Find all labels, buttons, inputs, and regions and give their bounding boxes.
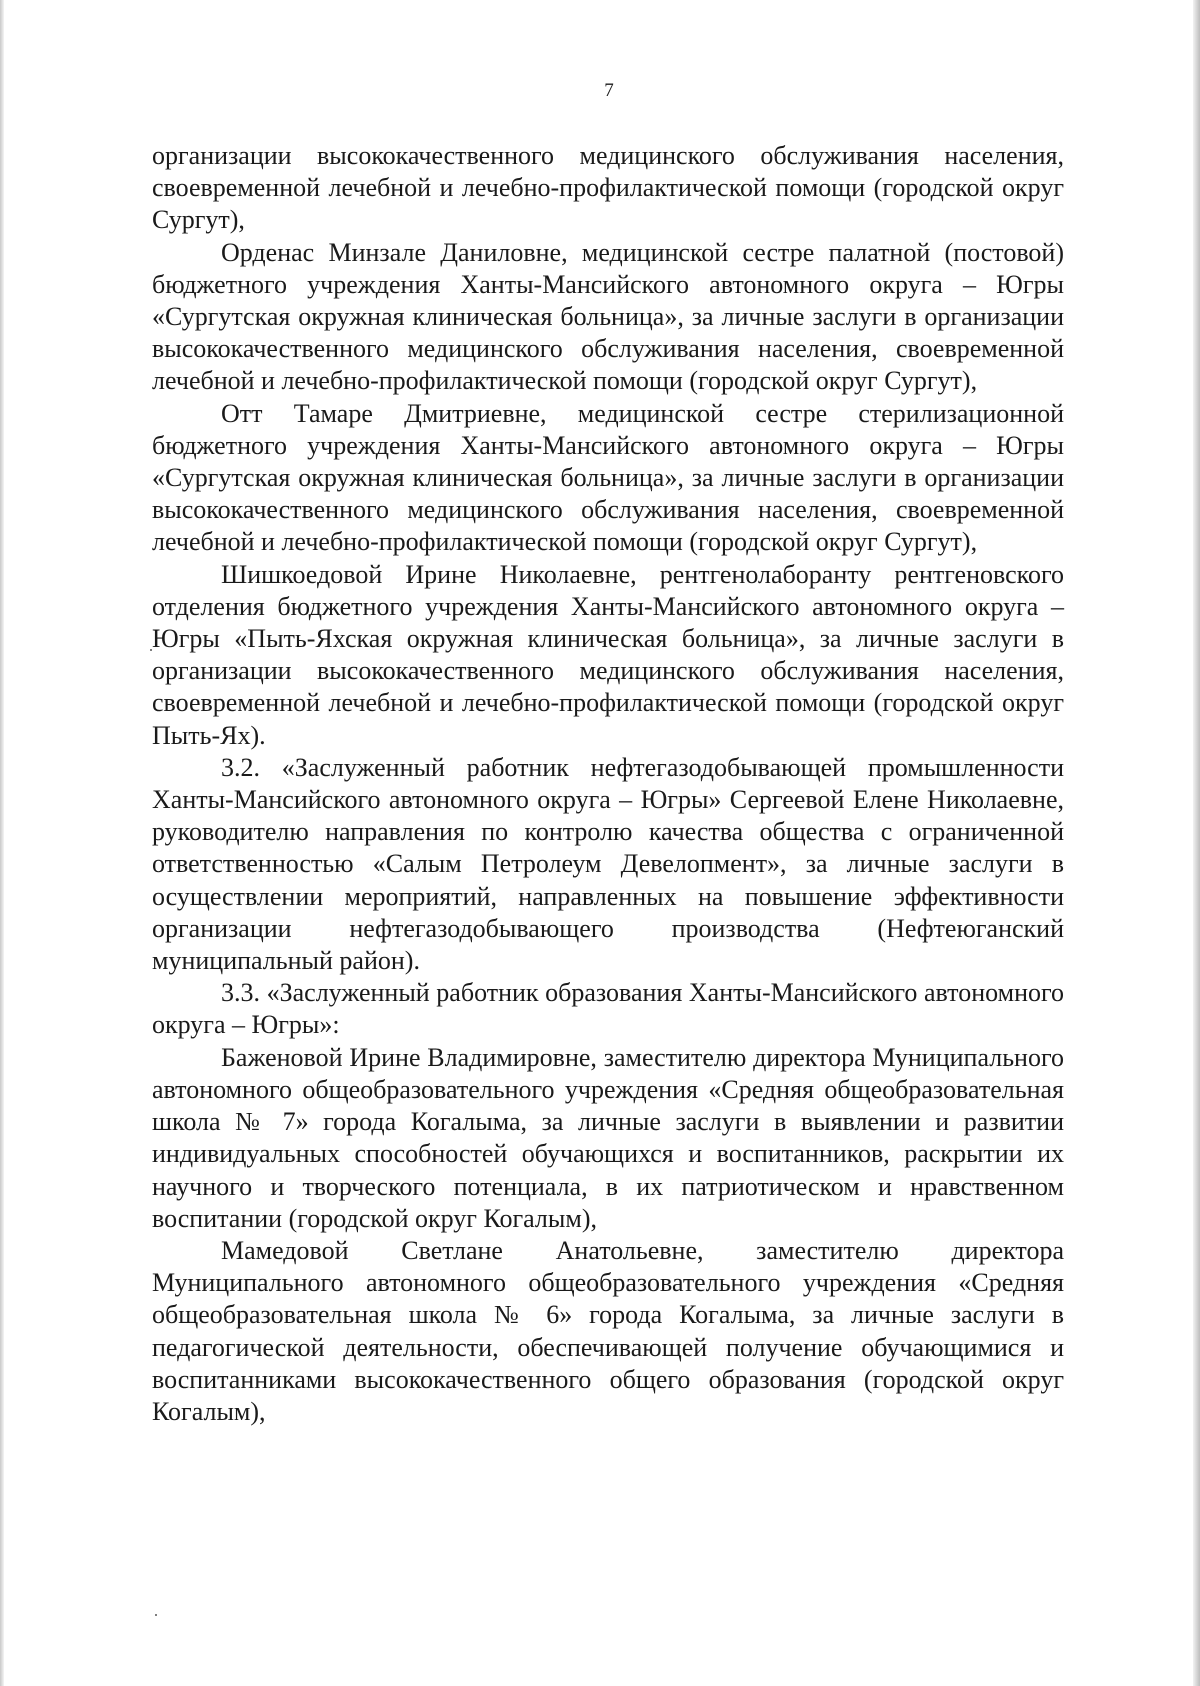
paragraph-ott: Отт Тамаре Дмитриевне, медицинской сестре стерилизационной бюджетного учреждения Ханты-Мансийского автономного округа – Югры «Сургутская окружная клиническая больница», за личные заслуги в организации высококачественного медицинского обслуживания населения, своевременной лечебной и лечебно-профилактической помощи (городской округ Сургут), <box>152 398 1064 557</box>
scan-right-edge <box>1193 0 1200 1686</box>
document-body <box>152 140 1064 1428</box>
paragraph-shishkoedova: Шишкоедовой Ирине Николаевне, рентгенолаборанту рентгеновского отделения бюджетного учреждения Ханты-Мансийского автономного округа – Югры «Пыть-Яхская окружная клиническая больница», за личные заслуги в организации высококачественного медицинского обслуживания населения, своевременной лечебной и лечебно-профилактической помощи (городской округ Пыть-Ях). <box>152 559 1064 750</box>
paragraph-mamedova: Мамедовой Светлане Анатольевне, заместителю директора Муниципального автономного общеобразовательного учреждения «Средняя общеобразовательная школа № 6» города Когалыма, за личные заслуги в педагогической деятельности, обеспечивающей получение обучающимися и воспитанниками высококачественного общего образования (городской округ Когалым), <box>152 1235 1064 1426</box>
paragraph-continuation: организации высококачественного медицинского обслуживания населения, своевременной лечебной и лечебно-профилактической помощи (городской округ Сургут), <box>152 141 1064 235</box>
paragraph-bazhenova: Баженовой Ирине Владимировне, заместителю директора Муниципального автономного общеобразовательного учреждения «Средняя общеобразовательная школа № 7» города Когалыма, за личные заслуги в выявлении и развитии индивидуальных способностей обучающихся и воспитанников, раскрытии их научного и творческого потенциала, в их патриотическом и нравственном воспитании (городской округ Когалым), <box>152 1042 1064 1233</box>
scan-speck <box>150 649 152 651</box>
paragraph-section-3-3: 3.3. «Заслуженный работник образования Ханты-Мансийского автономного округа – Югры»: <box>152 978 1064 1040</box>
scan-speck <box>155 1614 157 1616</box>
paragraph-ordenas: Орденас Минзале Даниловне, медицинской сестре палатной (постовой) бюджетного учреждения Ханты-Мансийского автономного округа – Югры «Сургутская окружная клиническая больница», за личные заслуги в организации высококачественного медицинского обслуживания населения, своевременной лечебной и лечебно-профилактической помощи (городской округ Сургут), <box>152 237 1064 396</box>
page-number: 7 <box>604 80 614 101</box>
scan-left-edge <box>0 0 4 1686</box>
paragraph-section-3-2: 3.2. «Заслуженный работник нефтегазодобывающей промышленности Ханты-Мансийского автономного округа – Югры» Сергеевой Елене Николаевне, руководителю направления по контролю качества общества с ограниченной ответственностью «Салым Петролеум Девелопмент», за личные заслуги в осуществлении мероприятий, направленных на повышение эффективности организации нефтегазодобывающего производства (Нефтеюганский муниципальный район). <box>152 752 1064 976</box>
